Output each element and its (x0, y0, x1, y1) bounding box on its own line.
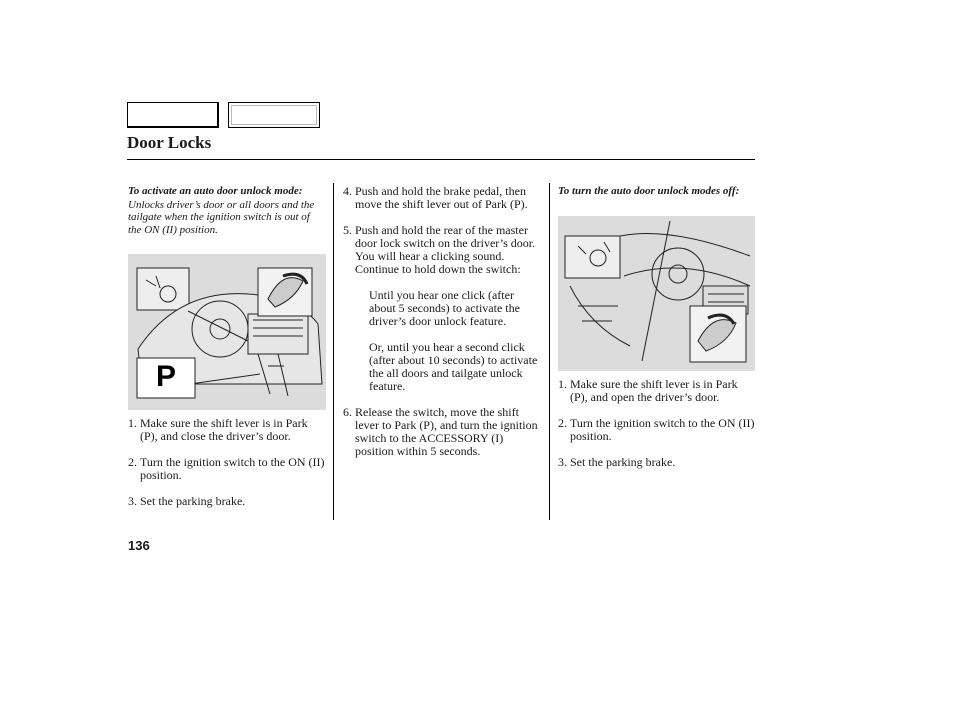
activate-subheading: Unlocks driver’s door or all doors and the tailgate when the ignition switch is out of the ON (II) position. (128, 198, 315, 236)
page-title: Door Locks (127, 133, 212, 152)
title-rule (127, 159, 755, 160)
column-divider-2 (549, 183, 550, 520)
column-3-steps (558, 378, 756, 469)
note-one-click: Until you hear one click (after about 5 seconds) to activate the driver’s door unlock feature. (369, 288, 520, 328)
note-second-click: Or, until you hear a second click (after about 10 seconds) to activate the all doors and tailgate unlock feature. (369, 340, 538, 393)
deactivate-heading: To turn the auto door unlock modes off: (558, 185, 740, 197)
activate-step-3: 3. Set the parking brake. (128, 494, 246, 508)
dashboard-figure (128, 254, 326, 410)
deactivate-step-3: 3. Set the parking brake. (558, 455, 676, 469)
activate-step-5: 5. Push and hold the rear of the master door lock switch on the driver’s door. You will hear a clicking sound. Continue to hold down the switch: (343, 223, 536, 276)
activate-step-2: 2. Turn the ignition switch to the ON (II) position. (128, 455, 325, 482)
column-3 (558, 185, 756, 198)
driver-door-illustration (558, 216, 755, 371)
driver-door-figure (558, 216, 755, 371)
column-1-steps (128, 417, 326, 508)
nav-tab-2[interactable] (228, 102, 320, 128)
page-number: 136 (128, 538, 150, 553)
column-1 (128, 185, 324, 236)
activate-step-6: 6. Release the switch, move the shift lever to Park (P), and turn the ignition switch to the ACCESSORY (I) position within 5 seconds. (343, 405, 538, 458)
activate-step-1: 1. Make sure the shift lever is in Park (P), and close the driver’s door. (128, 416, 308, 443)
nav-tab-1[interactable] (127, 102, 219, 128)
activate-heading: To activate an auto door unlock mode: (128, 185, 303, 197)
deactivate-step-2: 2. Turn the ignition switch to the ON (II) position. (558, 416, 755, 443)
deactivate-step-1: 1. Make sure the shift lever is in Park (P), and open the driver’s door. (558, 377, 738, 404)
column-divider-1 (333, 183, 334, 520)
column-2 (343, 185, 540, 458)
park-label: P (156, 360, 177, 393)
activate-step-4: 4. Push and hold the brake pedal, then move the shift lever out of Park (P). (343, 184, 528, 211)
